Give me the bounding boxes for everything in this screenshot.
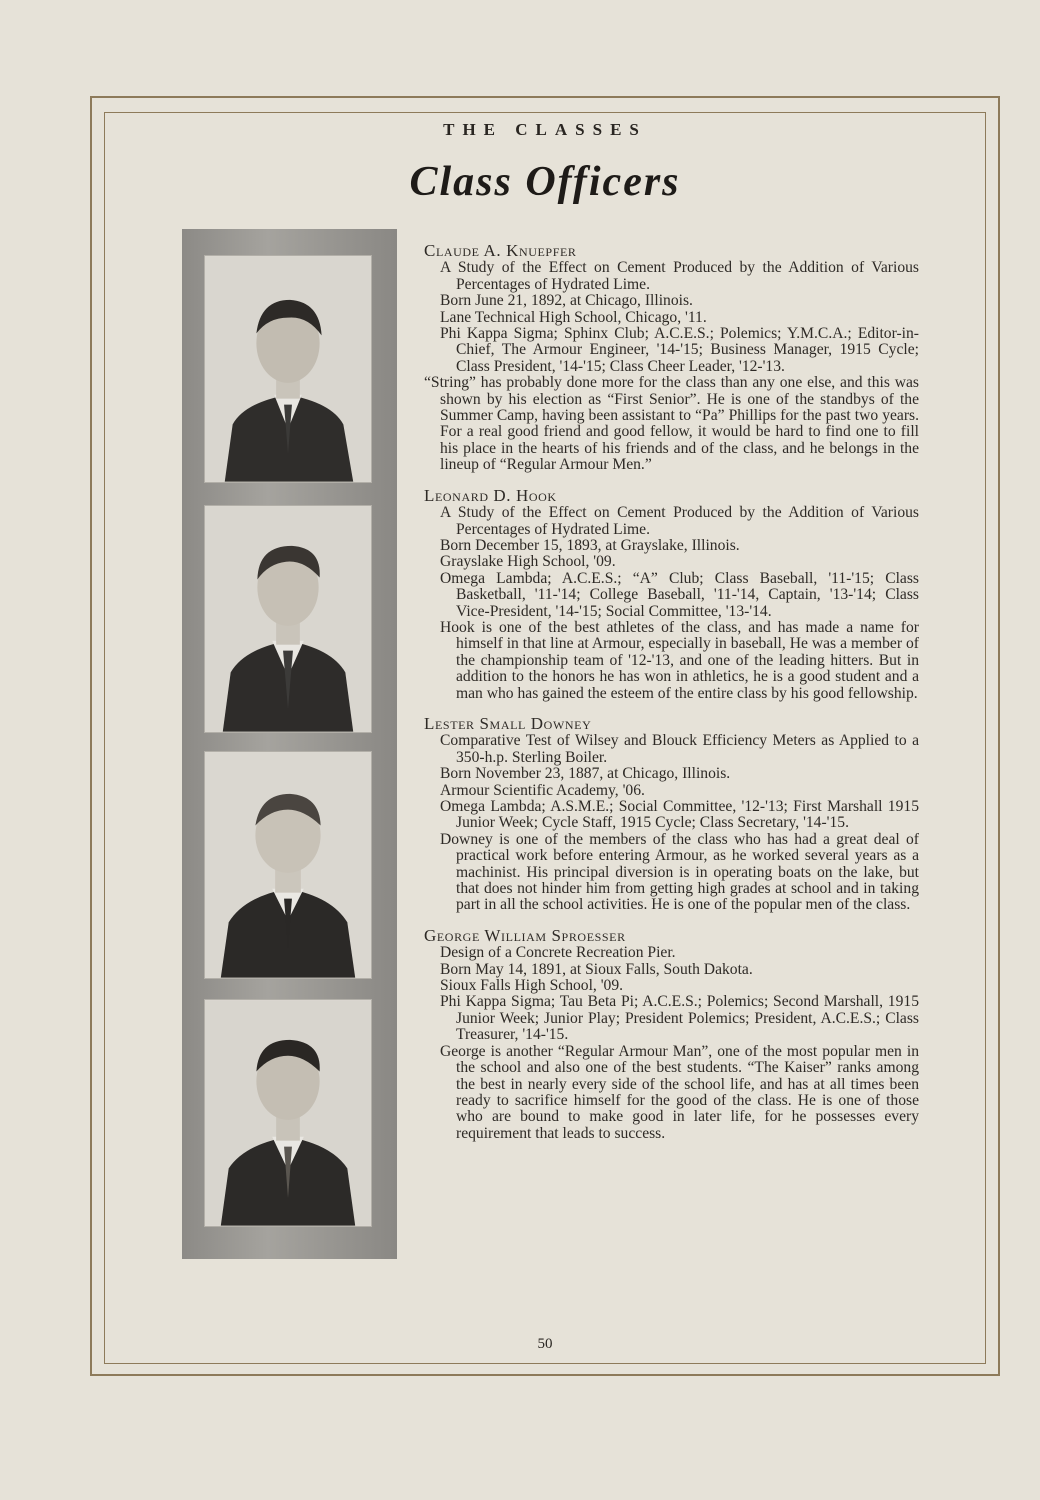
activities: Phi Kappa Sigma; Tau Beta Pi; A.C.E.S.; Polemics; Second Marshall, 1915 Junior Week; Junior Play; President Polemics; President, A.C.E.S.; Class Treasurer, '14-'15. <box>440 993 919 1044</box>
entry-name: George William Sproesser <box>424 925 626 945</box>
thesis-title: Comparative Test of Wilsey and Blouck Efficiency Meters as Applied to a 350-h.p. Sterling Boiler. <box>440 732 919 766</box>
school-info: Grayslake High School, '09. <box>440 553 616 571</box>
portrait-photo-4 <box>204 999 372 1227</box>
school-info: Lane Technical High School, Chicago, '11. <box>440 308 707 326</box>
birth-info: Born June 21, 1892, at Chicago, Illinois. <box>440 292 693 310</box>
portrait-hook-image <box>205 506 371 732</box>
thesis-title: A Study of the Effect on Cement Produced by the Addition of Various Percentages of Hydrated Lime. <box>440 259 919 293</box>
biography: “String” has probably done more for the class than any one else, and this was shown by his election as “First Senior”. He is one of the standbys of the Summer Camp, having been assistant to “Pa” Phillips for the past two years. For a real good friend and good fellow, it would be hard to find one to fill his place in the hearts of his friends and of the class, and he belongs in the lineup of “Regular Armour Men.” <box>424 374 919 474</box>
portrait-knuepfer-image <box>205 256 371 482</box>
portrait-photo-1 <box>204 255 372 483</box>
running-head: THE CLASSES <box>443 120 647 139</box>
entry-sproesser <box>424 925 919 1142</box>
activities: Omega Lambda; A.S.M.E.; Social Committee, '12-'13; First Marshall 1915 Junior Week; Cycle Staff, 1915 Cycle; Class Secretary, '14-'15. <box>440 798 919 832</box>
thesis-title: A Study of the Effect on Cement Produced by the Addition of Various Percentages of Hydrated Lime. <box>440 504 919 538</box>
page-title: Class Officers <box>409 159 681 205</box>
thesis-title: Design of a Concrete Recreation Pier. <box>440 944 676 962</box>
portrait-photo-3 <box>204 751 372 979</box>
entry-downey <box>424 713 919 914</box>
officer-entries <box>424 243 919 1156</box>
school-info: Sioux Falls High School, '09. <box>440 977 624 995</box>
birth-info: Born December 15, 1893, at Grayslake, Illinois. <box>440 536 740 554</box>
activities: Phi Kappa Sigma; Sphinx Club; A.C.E.S.; Polemics; Y.M.C.A.; Editor-in-Chief, The Armour Engineer, '14-'15; Business Manager, 1915 Cycle; Class President, '14-'15; Class Cheer Leader, '12-'13. <box>440 325 919 375</box>
entry-name: Leonard D. Hook <box>424 485 557 505</box>
biography: George is another “Regular Armour Man”, one of the most popular men in the school and also one of the best students. “The Kaiser” ranks among the best in nearly every side of the school life, and has at all times been ready to sacrifice himself for the good of the class. He is one of those who are bound to make good in later life, for he possesses every requirement that leads to success. <box>440 1042 919 1142</box>
entry-name: Claude A. Knuepfer <box>424 241 577 260</box>
biography: Hook is one of the best athletes of the class, and has made a name for himself in that line at Armour, especially in baseball, He was a member of the championship team of '12-'13, and one of the leading hitters. But in addition to the honors he has won in athletics, he is a good student and a man who has gained the esteem of the entire class by his good fellowship. <box>440 618 919 702</box>
birth-info: Born May 14, 1891, at Sioux Falls, South Dakota. <box>440 960 753 978</box>
entry-name: Lester Small Downey <box>424 713 592 733</box>
entry-hook <box>424 485 919 702</box>
portrait-photo-2 <box>204 505 372 733</box>
portrait-downey-image <box>205 752 371 978</box>
entry-knuepfer <box>424 243 919 474</box>
photo-strip <box>182 229 397 1259</box>
school-info: Armour Scientific Academy, '06. <box>440 781 645 799</box>
portrait-sproesser-image <box>205 1000 371 1226</box>
biography: Downey is one of the members of the class who has had a great deal of practical work before entering Armour, as he worked several years as a machinist. His principal diversion is in operating boats on the lake, but that does not hinder him from getting high grades at school and in taking part in all the school activities. He is one of the popular men of the class. <box>440 830 919 914</box>
birth-info: Born November 23, 1887, at Chicago, Illinois. <box>440 765 731 783</box>
activities: Omega Lambda; A.C.E.S.; “A” Club; Class Baseball, '11-'15; Class Basketball, '11-'14; College Baseball, '11-'14, Captain, '13-'14; Class Vice-President, '14-'15; Social Committee, '13-'14. <box>440 569 919 620</box>
page-number: 50 <box>537 1336 553 1352</box>
